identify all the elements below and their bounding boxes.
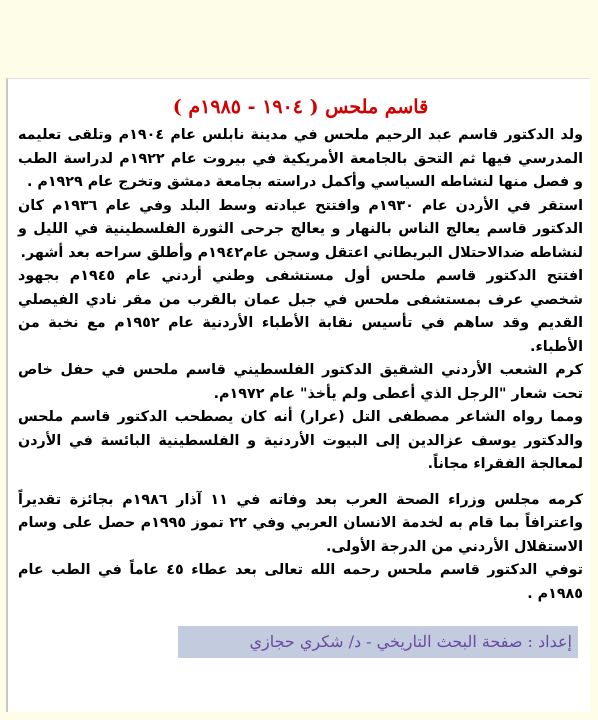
- paragraph-clinic-resistance: استقر في الأردن عام ١٩٣٠م وافتتح عيادته وسط البلد وفي عام ١٩٣٦م كان الدكتور قاسم يعالج الناس بالنهار و يعالج جرحى الثورة الفلسطينية في الليل و لنشاطه ضدالاحتلال البريطاني اعتقل وسجن عام١٩٤٢م وأطلق سراحه بعد أشهر.: [18, 197, 583, 261]
- paragraph-arar-story: ومما رواه الشاعر مصطفى التل (عرار) أنه كان يصطحب الدكتور قاسم ملحس والدكتور يوسف عزالدين إلى البيوت الأردنية و الفلسطينية البائسة في الأردن لمعالجة الفقراء مجاناً.: [18, 409, 583, 472]
- paragraph-award: كرمه مجلس وزراء الصحة العرب بعد وفاته في ١١ آذار ١٩٨٦م بجائزة تقديراً واعترافاً بما قام به لخدمة الانسان العربي وفي ٢٢ تموز ١٩٩٥م حصل على وسام الاستقلال الأردني من الدرجة الأولى.: [18, 491, 583, 555]
- paragraph-death: توفي الدكتور قاسم ملحس رحمه الله تعالى بعد عطاء ٤٥ عاماً في الطب عام ١٩٨٥م .: [18, 562, 583, 602]
- paragraph-honor: كرم الشعب الأردني الشقيق الدكتور الفلسطيني قاسم ملحس في حفل خاص تحت شعار "الرجل الذي أعطى ولم يأخذ" عام ١٩٧٢م.: [18, 362, 583, 402]
- paragraph-hospital: افتتح الدكتور قاسم ملحس أول مستشفى وطني أردني عام ١٩٤٥م بجهود شخصي عرف بمستشفى ملحس في جبل عمان بالقرب من مقر نادي الفيصلي القديم وقد ساهم في تأسيس نقابة الأطباء الأردنية عام ١٩٥٢م مع نخبة من الأطباء.: [18, 268, 583, 355]
- article-title: قاسم ملحس ( ١٩٠٤ - ١٩٨٥م ): [172, 96, 429, 118]
- author-credit: إعداد : صفحة البحث التاريخي - د/ شكري حجازي: [178, 626, 578, 658]
- paragraph-birth-education: ولد الدكتور قاسم عبد الرحيم ملحس في مدينة نابلس عام ١٩٠٤م وتلقى تعليمه المدرسي فيها ثم التحق بالجامعة الأمريكية في بيروت عام ١٩٢٢م لدراسة الطب و فصل منها لنشاطه السياسي وأكمل دراسته بجامعة دمشق وتخرج عام ١٩٢٩م .: [18, 127, 583, 190]
- article: [18, 94, 583, 606]
